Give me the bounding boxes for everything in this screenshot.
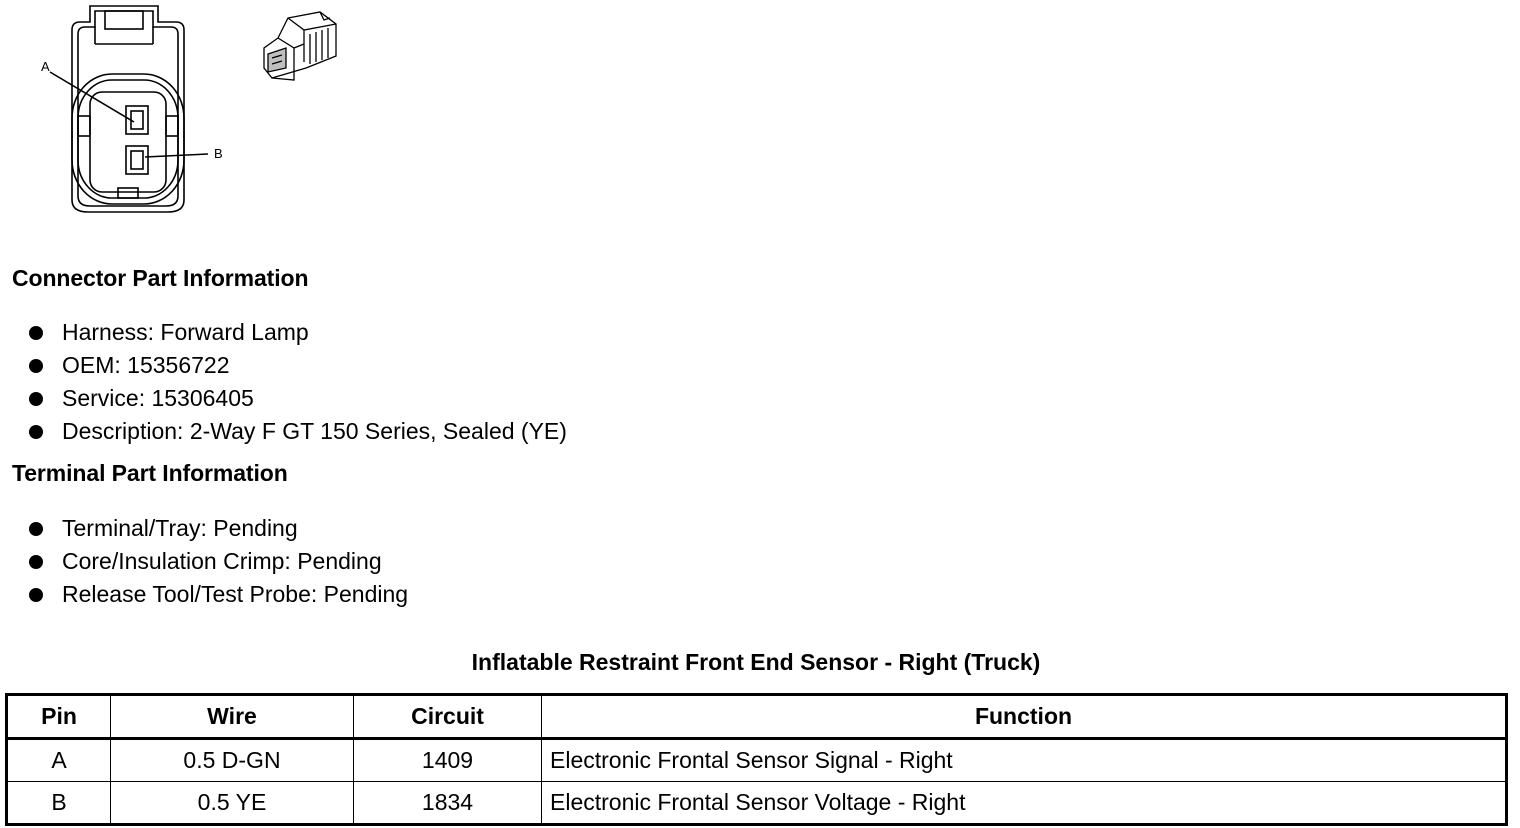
list-item: Core/Insulation Crimp: Pending — [0, 545, 408, 578]
function-cell: Electronic Frontal Sensor Signal - Right — [542, 739, 1507, 782]
list-item: Terminal/Tray: Pending — [0, 512, 408, 545]
connector-part-info-list — [0, 316, 567, 448]
connector-face-diagram — [30, 0, 240, 215]
pin-cell: B — [7, 782, 111, 825]
terminal-part-info-list — [0, 512, 408, 611]
pin-table — [5, 693, 1508, 826]
pin-label-a: A — [41, 59, 50, 74]
list-item: Description: 2-Way F GT 150 Series, Sealed (YE) — [0, 415, 567, 448]
connector-thumbnail-image — [258, 8, 344, 90]
column-header-circuit: Circuit — [354, 695, 542, 739]
connector-part-info-heading: Connector Part Information — [12, 265, 309, 291]
pin-cell: A — [7, 739, 111, 782]
list-item: Harness: Forward Lamp — [0, 316, 567, 349]
pin-label-b: B — [214, 146, 223, 161]
list-item: Service: 15306405 — [0, 382, 567, 415]
table-header-row — [7, 695, 1507, 739]
wire-cell: 0.5 D-GN — [111, 739, 354, 782]
terminal-part-info-heading: Terminal Part Information — [12, 460, 288, 486]
column-header-pin: Pin — [7, 695, 111, 739]
column-header-wire: Wire — [111, 695, 354, 739]
pin-table-title: Inflatable Restraint Front End Sensor - Right (Truck) — [471, 649, 1041, 675]
table-row — [7, 739, 1507, 782]
list-item: OEM: 15356722 — [0, 349, 567, 382]
column-header-function: Function — [542, 695, 1507, 739]
function-cell: Electronic Frontal Sensor Voltage - Right — [542, 782, 1507, 825]
list-item: Release Tool/Test Probe: Pending — [0, 578, 408, 611]
circuit-cell: 1834 — [354, 782, 542, 825]
wire-cell: 0.5 YE — [111, 782, 354, 825]
table-row — [7, 782, 1507, 825]
circuit-cell: 1409 — [354, 739, 542, 782]
